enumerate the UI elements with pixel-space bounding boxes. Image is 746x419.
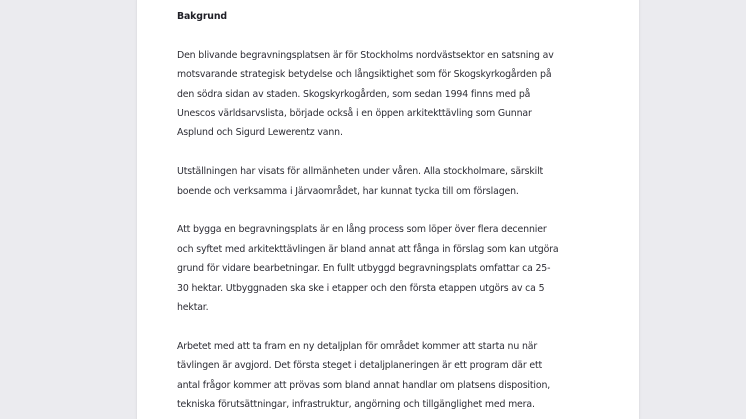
section-heading: Bakgrund — [177, 11, 227, 22]
paragraph-line: Utställningen har visats för allmänheten under våren. Alla stockholmare, särskilt — [177, 166, 544, 178]
paragraph-list — [177, 46, 587, 415]
article-page — [136, 0, 640, 419]
paragraph — [177, 46, 587, 143]
paragraph — [177, 337, 587, 415]
paragraph-line: hektar. — [177, 302, 209, 314]
paragraph-line: den södra sidan av staden. Skogskyrkogården, som sedan 1994 finns med på — [177, 88, 531, 100]
paragraph-line: 30 hektar. Utbyggnaden ska ske i etapper och den första etappen utgörs av ca 5 — [177, 282, 545, 294]
paragraph-line: och syftet med arkitekttävlingen är bland annat att fånga in förslag som kan utgöra — [177, 243, 559, 255]
article-content — [177, 7, 587, 419]
paragraph-line: Arbetet med att ta fram en ny detaljplan för området kommer att starta nu när — [177, 340, 538, 352]
paragraph-line: Den blivande begravningsplatsen är för Stockholms nordvästsektor en satsning av — [177, 49, 554, 61]
paragraph-line: Unescos världsarvslista, började också i en öppen arkitekttävling som Gunnar — [177, 108, 532, 120]
paragraph — [177, 162, 587, 201]
paragraph-line: antal frågor kommer att prövas som bland annat handlar om platsens disposition, — [177, 379, 551, 391]
paragraph — [177, 220, 587, 317]
paragraph-line: Asplund och Sigurd Lewerentz vann. — [177, 127, 343, 139]
paragraph-line: Att bygga en begravningsplats är en lång process som löper över flera decennier — [177, 224, 547, 236]
paragraph-line: tävlingen är avgjord. Det första steget i detaljplaneringen är ett program där ett — [177, 360, 543, 372]
paragraph-line: motsvarande strategisk betydelse och långsiktighet som för Skogskyrkogården på — [177, 69, 552, 81]
paragraph-line: tekniska förutsättningar, infrastruktur, angörning och tillgänglighet med mera. — [177, 399, 535, 411]
paragraph-line: boende och verksamma i Järvaområdet, har kunnat tycka till om förslagen. — [177, 185, 519, 197]
paragraph-line: grund för vidare bearbetningar. En fullt utbyggd begravningsplats omfattar ca 25- — [177, 263, 551, 275]
